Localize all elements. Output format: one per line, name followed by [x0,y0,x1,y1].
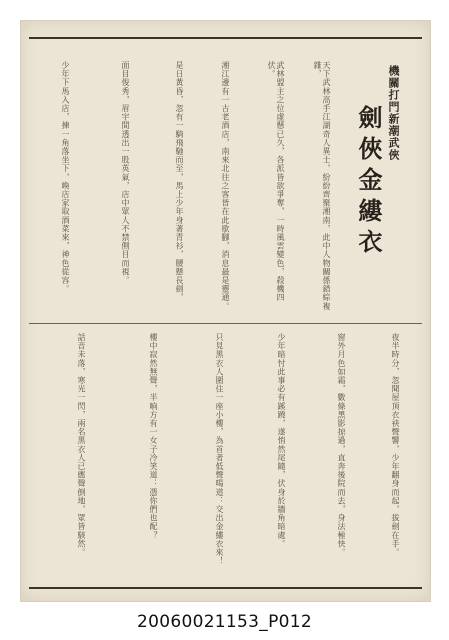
archive-caption: 20060021153_P012 [137,612,312,632]
text-column: 少年下馬入店，揀一角落坐下，喚店家取酒菜來，神色從容。 [61,61,70,294]
text-column: 話音未落，寒光一閃，兩名黑衣人已應聲倒地，眾皆駭然。 [77,333,86,557]
section-divider [29,323,422,324]
text-column: 夜半時分，忽聞屋頂衣袂聲響，少年翻身而起，拔劍在手。 [391,333,400,557]
story-title: 劍俠金縷衣 [354,105,383,260]
text-column: 是日黃昏，忽有一騎飛馳而至，馬上少年身著青衫，腰懸長劍， [175,61,184,302]
text-column: 面目俊秀，眉宇間透出一股英氣，店中眾人不禁側目而視。 [121,61,130,285]
text-column: 窗外月色如霜，數條黑影掠過，直奔後院而去，身法極快。 [337,333,346,557]
series-title: 機關打門新潮武俠 [387,65,400,161]
text-column: 樓中寂然無聲，半晌方有一女子冷笑道：憑你們也配？ [149,333,158,540]
text-column: 武林盟主之位虛懸已久，各派皆欲爭奪，一時風雲變色，殺機四伏。 [267,61,285,302]
text-column: 天下武林高手江湖奇人異士，紛紛齊聚湘南，此中人物關係錯綜複雜， [313,61,331,311]
text-column: 只見黑衣人圍住一座小樓，為首者低聲喝道：交出金縷衣來！ [215,333,224,566]
newspaper-page [20,20,431,602]
text-column: 湘江邊有一古老酒店，南來北往之客皆在此歇腳，消息最是靈通。 [221,61,230,311]
text-column: 少年暗忖此事必有蹊蹺，遂悄然尾隨，伏身於牆角暗處。 [277,333,286,548]
